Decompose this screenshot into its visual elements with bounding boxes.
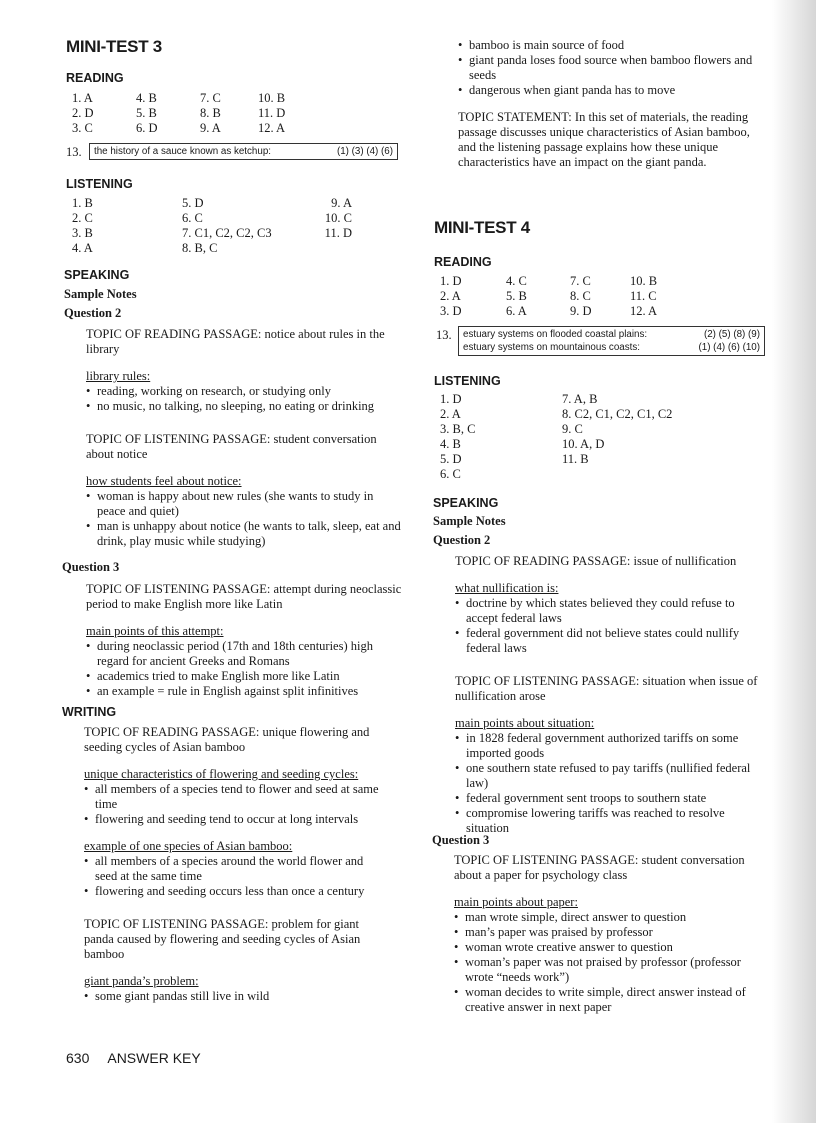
subheading: library rules: [86,369,151,383]
answer: 3. C [72,121,93,135]
subheading: what nullification is: [455,581,559,595]
topic-listening: TOPIC OF LISTENING PASSAGE: problem for giant panda caused by flowering and seeding cycles of Asian bamboo [84,917,361,961]
bullet: • woman wrote creative answer to question [454,940,760,955]
bullet: • woman’s paper was not praised by professor (professor wrote “needs work”) [454,955,760,985]
answer: 2. A [440,289,461,303]
mt3-q13-box [89,143,398,160]
subheading: example of one species of Asian bamboo: [84,839,293,853]
answer: 2. A [440,407,461,421]
q13-text: estuary systems on mountainous coasts: [463,342,640,353]
answer: 7. C [570,274,591,288]
bullet: • federal government sent troops to southern state [455,791,763,806]
mt4-listening-heading: LISTENING [434,374,501,388]
mt4-q2-label: Question 2 [433,533,491,547]
answer: 8. B [200,106,221,120]
bullet: • an example = rule in English against split infinitives [86,684,402,699]
footer-section: ANSWER KEY [107,1050,201,1066]
answer: 7. C [200,91,221,105]
q13-text: estuary systems on flooded coastal plains: [463,329,648,340]
bullet: • compromise lowering tariffs was reached to resolve situation [455,806,763,836]
subheading: giant panda’s problem: [84,974,199,988]
mt4-speaking-heading: SPEAKING [433,496,499,510]
answer: 1. A [72,91,93,105]
mt4-q13-number: 13. [436,328,452,342]
topic-listening: TOPIC OF LISTENING PASSAGE: situation when issue of nullification arose [455,674,758,703]
answer: 12. A [258,121,286,135]
mt3-q2-label: Question 2 [64,306,122,320]
page-number: 630 [66,1050,90,1066]
topic-reading: TOPIC OF READING PASSAGE: issue of nullification [455,554,737,568]
mt3-writing-notes [84,725,382,1004]
mt3-q3-notes [86,582,402,699]
bullet: • academics tried to make English more like Latin [86,669,402,684]
mt4-q3-notes [454,853,760,1015]
answer: 1. B [72,196,93,210]
answer: 11. B [562,452,589,466]
mt4-reading-answers [440,274,680,319]
answer: 2. D [72,106,94,120]
mt3-q13-number: 13. [66,145,82,159]
answer: 3. D [440,304,462,318]
answer: 11. D [258,106,286,120]
topic-reading: TOPIC OF READING PASSAGE: unique flowering and seeding cycles of Asian bamboo [84,725,370,754]
answer: 6. A [506,304,527,318]
q13-answer: (2) (5) (8) (9) [703,329,760,340]
answer: 3. B, C [440,422,476,436]
answer: 5. D [440,452,462,466]
bullet: • bamboo is main source of food [458,38,758,53]
answer [562,467,722,482]
answer: 4. B [136,91,157,105]
answer: 3. B [72,226,93,240]
bullet: • man’s paper was praised by professor [454,925,760,940]
mt4-q3-label: Question 3 [432,833,490,847]
q13-text: the history of a sauce known as ketchup: [94,146,271,157]
bullet: • woman is happy about new rules (she wants to study in peace and quiet) [86,489,402,519]
bullet: • all members of a species around the world flower and seed at the same time [84,854,382,884]
topic-listening: TOPIC OF LISTENING PASSAGE: student conversation about a paper for psychology class [454,853,745,882]
answer: 4. A [72,241,93,255]
answer: 12. A [630,304,658,318]
mt4-q2-notes [455,554,763,836]
answer: 5. D [182,196,204,210]
answer: 8. C [570,289,591,303]
mt4-reading-heading: READING [434,255,492,269]
subheading: main points about paper: [454,895,578,909]
bullet: • man is unhappy about notice (he wants to talk, sleep, eat and drink, play music while studying) [86,519,402,549]
answer: 6. D [136,121,158,135]
answer: 6. C [182,211,203,225]
answer: 5. B [136,106,157,120]
bullet: • doctrine by which states believed they could refuse to accept federal laws [455,596,763,626]
mt4-sample-notes: Sample Notes [433,514,506,528]
answer: 10. A, D [562,437,605,451]
answer: 1. D [440,392,462,406]
mt3-speaking-heading: SPEAKING [64,268,130,282]
mini-test-4-title: MINI-TEST 4 [434,218,530,237]
answer: 8. C2, C1, C2, C1, C2 [562,407,673,421]
bullet: • one southern state refused to pay tariffs (nullified federal law) [455,761,763,791]
mt3-reading-heading: READING [66,71,124,85]
answer: 11. C [630,289,657,303]
answer: 9. D [570,304,592,318]
mini-test-3-title: MINI-TEST 3 [66,37,162,56]
answer: 8. B, C [182,241,218,255]
topic-listening: TOPIC OF LISTENING PASSAGE: student conversation about notice [86,432,377,461]
answer: 9. A [200,121,221,135]
bullet: • man wrote simple, direct answer to question [454,910,760,925]
bullet: • dangerous when giant panda has to move [458,83,758,98]
subheading: main points of this attempt: [86,624,224,638]
mt4-listening-answers [440,392,722,482]
bullet: • reading, working on research, or studying only [86,384,402,399]
subheading: unique characteristics of flowering and seeding cycles: [84,767,359,781]
topic-statement: TOPIC STATEMENT: In this set of materials, the reading passage discusses unique characteristics of Asian bamboo, and the listening passage explains how these unique characteristics have an impact on the giant panda. [458,110,750,169]
answer: 11. D [324,226,352,240]
bullet: • all members of a species tend to flower and seed at same time [84,782,382,812]
bullet: • during neoclassic period (17th and 18th centuries) high regard for ancient Greeks and Romans [86,639,402,669]
answer: 7. C1, C2, C2, C3 [182,226,272,240]
answer: 10. C [324,211,352,225]
bullet: • flowering and seeding tend to occur at long intervals [84,812,382,827]
mt3-writing-heading: WRITING [62,705,117,719]
mt3-q2-notes [86,327,402,549]
bullet: • some giant pandas still live in wild [84,989,382,1004]
mt3-sample-notes: Sample Notes [64,287,137,301]
topic-listening: TOPIC OF LISTENING PASSAGE: attempt during neoclassic period to make English more like Latin [86,582,402,611]
subheading: how students feel about notice: [86,474,242,488]
answer: 10. B [258,91,286,105]
answer: 4. B [440,437,461,451]
page-footer [66,1050,201,1068]
bullet: • woman decides to write simple, direct answer instead of creative answer in next paper [454,985,760,1015]
mt3-q3-label: Question 3 [62,560,120,574]
q13-answer: (1) (3) (4) (6) [336,146,393,157]
page-edge-shadow [772,0,816,1123]
q13-answer: (1) (4) (6) (10) [698,342,760,353]
answer: 9. A [331,196,352,210]
mt3-listening-heading: LISTENING [66,177,133,191]
bullet: • giant panda loses food source when bamboo flowers and seeds [458,53,758,83]
answer [292,241,352,256]
answer: 4. C [506,274,527,288]
mt4-q13-box [458,326,765,356]
bullet: • flowering and seeding occurs less than once a century [84,884,382,899]
answer: 6. C [440,467,461,481]
mt3-writing-continued [458,38,758,170]
answer: 2. C [72,211,93,225]
answer: 9. C [562,422,583,436]
mt3-reading-answers [72,91,308,136]
answer: 5. B [506,289,527,303]
subheading: main points about situation: [455,716,595,730]
bullet: • federal government did not believe states could nullify federal laws [455,626,763,656]
mt3-listening-answers [72,196,352,256]
answer: 10. B [630,274,658,288]
topic-reading: TOPIC OF READING PASSAGE: notice about rules in the library [86,327,385,356]
answer: 1. D [440,274,462,288]
answer: 7. A, B [562,392,598,406]
bullet: • no music, no talking, no sleeping, no eating or drinking [86,399,402,414]
bullet: • in 1828 federal government authorized tariffs on some imported goods [455,731,763,761]
